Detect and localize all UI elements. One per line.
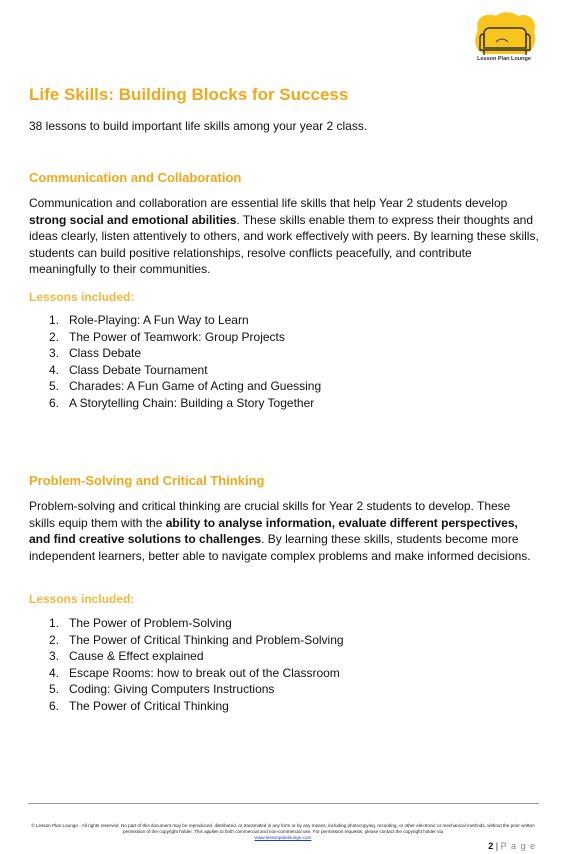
lesson-list-problem-solving	[32, 615, 344, 715]
list-item: 6. A Storytelling Chain: Building a Story Together	[49, 395, 315, 410]
list-item: 1. Role-Playing: A Fun Way to Learn	[49, 313, 249, 327]
list-item: 6. The Power of Critical Thinking	[49, 698, 229, 713]
list-item: 2. The Power of Teamwork: Group Projects	[49, 329, 285, 344]
section-heading-problem-solving: Problem-Solving and Critical Thinking	[29, 473, 265, 488]
bold-phrase: strong social and emotional abilities	[29, 212, 237, 227]
website-link[interactable]: www.lessonplanlounge.com	[254, 834, 312, 840]
lesson-list-communication	[32, 312, 321, 412]
logo-text: Lesson Plan Lounge	[477, 56, 531, 62]
list-item: 3. Class Debate	[49, 346, 142, 361]
page-number: 2 | P a g e	[488, 841, 536, 851]
page-title: Life Skills: Building Blocks for Success	[29, 85, 349, 104]
page-subtitle: 38 lessons to build important life skills among your year 2 class.	[29, 119, 368, 133]
footer-copyright: © Lesson Plan Lounge - All rights reserved. No part of this document may be reproduced, distributed, or transmitted in any form or by any means, including photocopying, recording, or other electronic or mechanical methods, without the prior written permission of the copyright holder. This applies to both commercial and non-commercial use. For permission requests, please contact the copyright holder via www.lessonplanlounge.com	[31, 823, 535, 840]
list-item: 1. The Power of Problem-Solving	[49, 616, 232, 630]
bold-phrase: ability to analyse information, evaluate different perspectives, and find creative solutions to challenges	[29, 515, 518, 547]
list-item: 4. Escape Rooms: how to break out of the Classroom	[49, 665, 340, 680]
list-item: 5. Charades: A Fun Game of Acting and Guessing	[49, 379, 322, 394]
lessons-label: Lessons included:	[29, 290, 135, 304]
section-paragraph-problem-solving: Problem-solving and critical thinking are crucial skills for Year 2 students to develop. These skills equip them with the ability to analyse information, evaluate different perspectives, and find creative solutions to challenges. By learning these skills, students become more independent learners, better able to navigate complex problems and make informed decisions.	[29, 499, 531, 563]
list-item: 4. Class Debate Tournament	[49, 362, 208, 377]
list-item: 3. Cause & Effect explained	[49, 649, 204, 664]
footer-divider	[28, 803, 539, 804]
list-item: 2. The Power of Critical Thinking and Problem-Solving	[49, 632, 344, 647]
lessons-label: Lessons included:	[29, 592, 135, 606]
list-item: 5. Coding: Giving Computers Instructions	[49, 682, 275, 697]
section-paragraph-communication: Communication and collaboration are essential life skills that help Year 2 students develop strong social and emotional abilities. These skills enable them to express their thoughts and ideas clearly, listen attentively to others, and work effectively with peers. By learning these skills, students can build positive relationships, resolve conflicts peacefully, and contribute meaningfully to their communities.	[29, 196, 539, 277]
section-heading-communication: Communication and Collaboration	[29, 170, 242, 185]
